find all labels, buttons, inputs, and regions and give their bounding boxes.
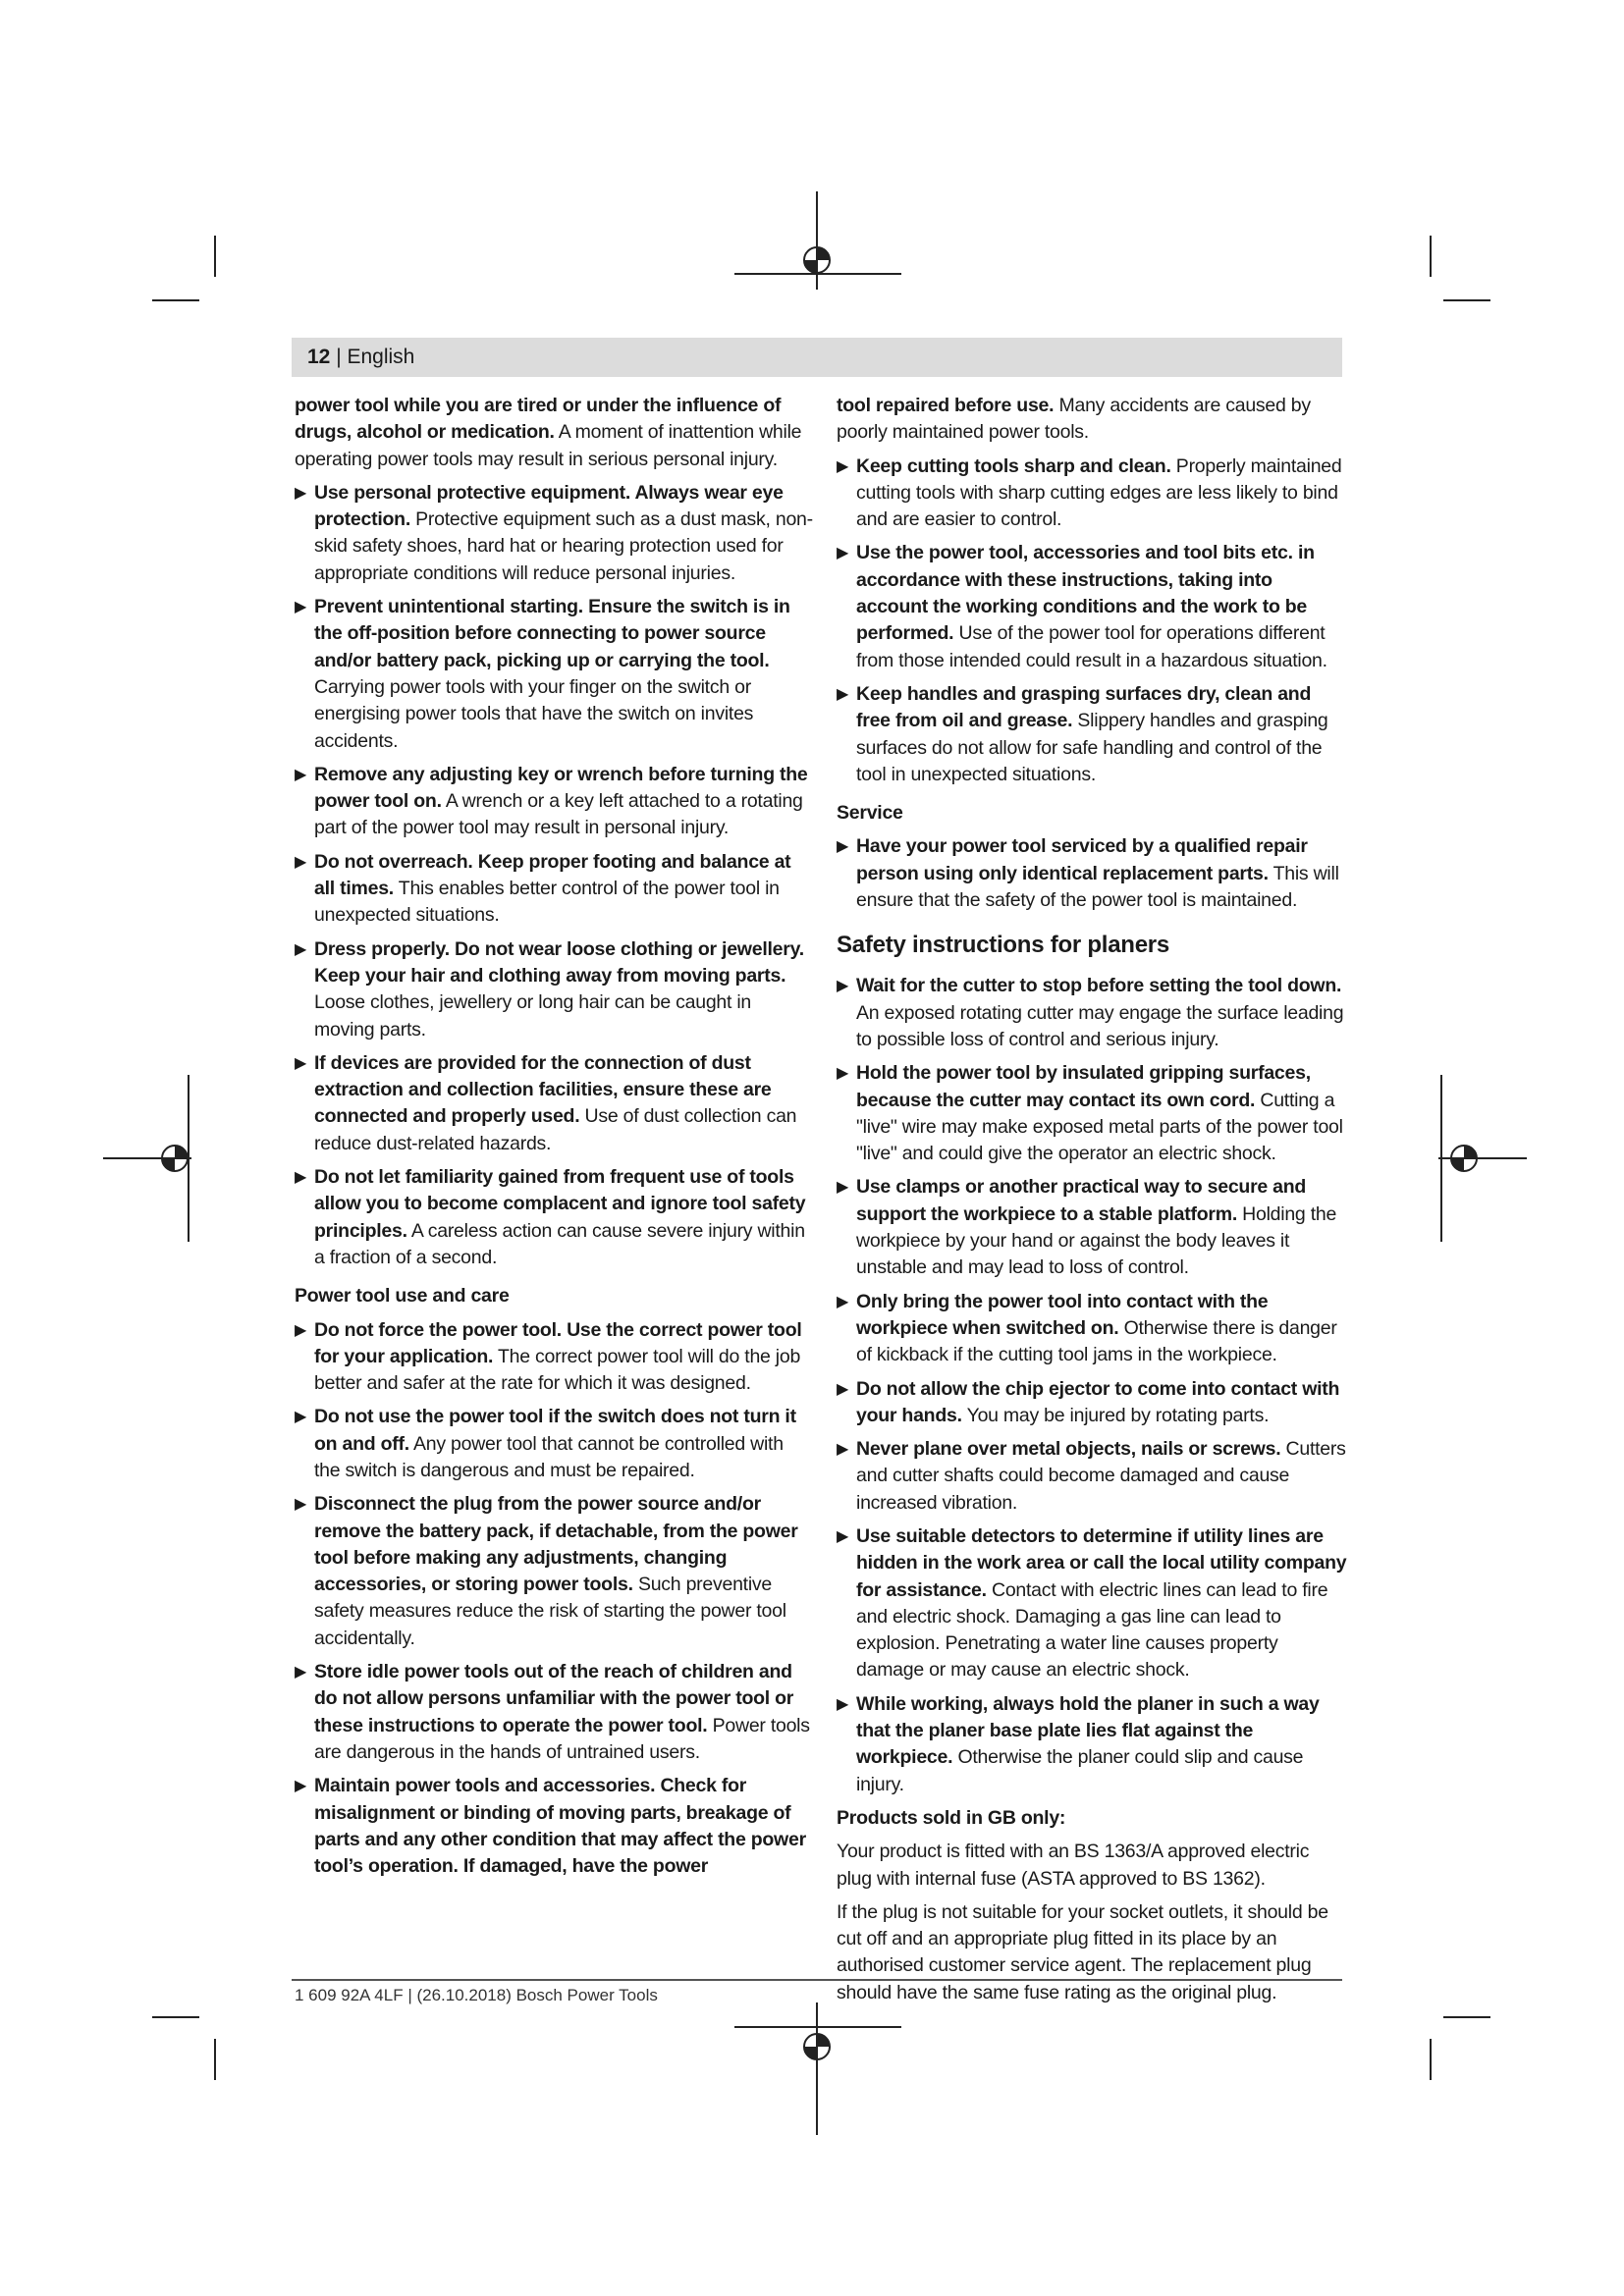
list-item: ▶ Use the power tool, accessories and tool bits etc. in accordance with these instructions, taking into account the working conditions and the work to be performed. Use of the power tool for operations different from those intended could result in a hazardous situation. <box>837 542 1327 671</box>
crop-mark-top-right-horizontal <box>1443 299 1490 301</box>
list-item: ▶ Use suitable detectors to determine if utility lines are hidden in the work area or call the local utility company for assistance. Contact with electric lines can lead to fire and electric shock. Damaging a gas line can lead to explosion. Penetrating a water line causes property damage or may cause an electric shock. <box>837 1524 1347 1682</box>
bullet-arrow-icon: ▶ <box>295 766 307 783</box>
footer-divider <box>292 1979 1342 1981</box>
list-item: ▶ Remove any adjusting key or wrench before turning the power tool on. A wrench or a key left attached to a rotating part of the power tool may result in personal injury. <box>295 763 808 839</box>
list-item: ▶ If devices are provided for the connection of dust extraction and collection facilities, ensure these are connected and properly used. Use of dust collection can reduce dust-related hazards. <box>295 1051 797 1154</box>
list-item: ▶ Prevent unintentional starting. Ensure the switch is in the off-position before connecting to power source and/or battery pack, picking up or carrying the tool. Carrying power tools with your finger on the switch or energising power tools that have the switch on invites accidents. <box>295 596 790 752</box>
bullet-arrow-icon: ▶ <box>837 545 849 562</box>
right-column <box>837 393 1347 2013</box>
list-item: ▶ Keep cutting tools sharp and clean. Properly maintained cutting tools with sharp cutting edges are less likely to bind and are easier to control. <box>837 454 1342 531</box>
crop-mark-top-left-vertical <box>214 236 216 277</box>
list-item: ▶ Only bring the power tool into contact with the workpiece when switched on. Otherwise there is danger of kickback if the cutting tool jams in the workpiece. <box>837 1290 1337 1366</box>
registration-mark-left-icon <box>103 1075 191 1242</box>
right-intro-paragraph: tool repaired before use. Many accidents are caused by poorly maintained power tools. <box>837 395 1311 444</box>
left-bullet-list-1 <box>295 480 813 1271</box>
bullet-arrow-icon: ▶ <box>295 1778 307 1795</box>
bullet-arrow-icon: ▶ <box>295 1321 307 1339</box>
left-intro-paragraph: power tool while you are tired or under the influence of drugs, alcohol or medication. A moment of inattention while operating power tools may result in serious personal injury. <box>295 395 802 470</box>
bullet-arrow-icon: ▶ <box>837 1293 849 1310</box>
bullet-arrow-icon: ▶ <box>837 685 849 703</box>
gb-paragraph: If the plug is not suitable for your socket outlets, it should be cut off and an appropriate plug fitted in its place by an authorised customer service agent. The replacement plug should have the same fuse rating as the original plug. <box>837 1900 1328 2003</box>
bullet-arrow-icon: ▶ <box>295 1169 307 1187</box>
list-item: ▶ Do not allow the chip ejector to come into contact with your hands. You may be injured by rotating parts. <box>837 1377 1340 1426</box>
planers-bullet-list <box>837 973 1347 1798</box>
list-item: ▶ Store idle power tools out of the reach of children and do not allow persons unfamiliar with the power tool or these instructions to operate the power tool. Power tools are dangerous in the hands of untrained users. <box>295 1661 810 1763</box>
crop-mark-top-right-vertical <box>1430 236 1432 277</box>
header-separator: | <box>330 346 348 368</box>
subheading-gb-only: Products sold in GB only: <box>837 1806 1066 1829</box>
crop-mark-bottom-left-horizontal <box>152 2016 199 2018</box>
left-bullet-list-2 <box>295 1317 813 1881</box>
page-footer: 1 609 92A 4LF | (26.10.2018) Bosch Power Tools <box>295 1986 658 2004</box>
gb-paragraph: Your product is fitted with an BS 1363/A approved electric plug with internal fuse (ASTA approved to BS 1362). <box>837 1841 1310 1890</box>
page-number: 12 <box>307 346 331 368</box>
registration-mark-bottom-icon <box>734 2002 901 2135</box>
bullet-arrow-icon: ▶ <box>837 1065 849 1083</box>
bullet-arrow-icon: ▶ <box>295 599 307 616</box>
crop-mark-bottom-right-vertical <box>1430 2039 1432 2080</box>
list-item: ▶ Do not let familiarity gained from frequent use of tools allow you to become complacent and ignore tool safety principles. A careless action can cause severe injury within a fraction of a second. <box>295 1166 806 1268</box>
list-item: ▶ Keep handles and grasping surfaces dry, clean and free from oil and grease. Slippery handles and grasping surfaces do not allow for safe handling and control of the tool in unexpected situations. <box>837 682 1328 785</box>
header-language: English <box>347 346 415 368</box>
list-item: ▶ Do not overreach. Keep proper footing and balance at all times. This enables better control of the power tool in unexpected situations. <box>295 850 791 927</box>
list-item: ▶ Have your power tool serviced by a qualified repair person using only identical replacement parts. This will ensure that the safety of the power tool is maintained. <box>837 835 1339 912</box>
bullet-arrow-icon: ▶ <box>837 838 849 856</box>
bullet-arrow-icon: ▶ <box>837 1527 849 1545</box>
list-item: ▶ While working, always hold the planer in such a way that the planer base plate lies flat against the workpiece. Otherwise the planer could slip and cause injury. <box>837 1692 1320 1795</box>
crop-mark-bottom-right-horizontal <box>1443 2016 1490 2018</box>
subheading-use-care: Power tool use and care <box>295 1285 510 1308</box>
page-header-bar <box>292 338 1342 377</box>
bullet-arrow-icon: ▶ <box>295 853 307 871</box>
list-item: ▶ Do not force the power tool. Use the correct power tool for your application. The correct power tool will do the job better and safer at the rate for which it was designed. <box>295 1318 802 1395</box>
list-item: ▶ Use personal protective equipment. Always wear eye protection. Protective equipment such as a dust mask, non-skid safety shoes, hard hat or hearing protection used for appropriate conditions will reduce personal injuries. <box>295 481 813 584</box>
bullet-arrow-icon: ▶ <box>295 940 307 958</box>
bullet-arrow-icon: ▶ <box>295 1054 307 1072</box>
list-item: ▶ Dress properly. Do not wear loose clothing or jewellery. Keep your hair and clothing away from moving parts. Loose clothes, jewellery or long hair can be caught in moving parts. <box>295 937 804 1041</box>
crop-mark-top-left-horizontal <box>152 299 199 301</box>
section-heading-planers: Safety instructions for planers <box>837 932 1169 959</box>
registration-mark-right-icon <box>1438 1075 1527 1242</box>
bullet-arrow-icon: ▶ <box>295 1664 307 1682</box>
bullet-arrow-icon: ▶ <box>837 1380 849 1398</box>
page-header <box>307 344 414 371</box>
list-item: ▶ Wait for the cutter to stop before setting the tool down. An exposed rotating cutter may engage the surface leading to possible loss of control and serious injury. <box>837 975 1344 1050</box>
bullet-arrow-icon: ▶ <box>295 1409 307 1426</box>
right-bullet-list-1 <box>837 454 1347 789</box>
list-item: ▶ Hold the power tool by insulated gripping surfaces, because the cutter may contact its own cord. Cutting a "live" wire may make exposed metal parts of the power tool "live" and could give the operator an electric shock. <box>837 1062 1343 1165</box>
subheading-service: Service <box>837 802 903 825</box>
list-item: ▶ Do not use the power tool if the switch does not turn it on and off. Any power tool that cannot be controlled with the switch is dangerous and must be repaired. <box>295 1406 796 1481</box>
left-column <box>295 393 813 1887</box>
crop-mark-bottom-left-vertical <box>214 2039 216 2080</box>
list-item: ▶ Never plane over metal objects, nails or screws. Cutters and cutter shafts could become damaged and cause increased vibration. <box>837 1438 1346 1514</box>
bullet-arrow-icon: ▶ <box>295 484 307 502</box>
bullet-arrow-icon: ▶ <box>837 1179 849 1197</box>
list-item: ▶ Disconnect the plug from the power source and/or remove the battery pack, if detachable, from the power tool before making any adjustments, changing accessories, or storing power tools. Such preventive safety measures reduce the risk of starting the power tool accidentally. <box>295 1493 798 1649</box>
bullet-arrow-icon: ▶ <box>837 978 849 995</box>
bullet-arrow-icon: ▶ <box>837 1441 849 1459</box>
list-item: ▶ Maintain power tools and accessories. Check for misalignment or binding of moving parts, breakage of parts and any other condition that may affect the power tool’s operation. If damaged, have the power <box>295 1775 806 1878</box>
service-bullet-list <box>837 833 1347 914</box>
list-item: ▶ Use clamps or another practical way to secure and support the workpiece to a stable platform. Holding the workpiece by your hand or against the body leaves it unstable and may lead to loss of control. <box>837 1176 1337 1279</box>
bullet-arrow-icon: ▶ <box>837 457 849 475</box>
bullet-arrow-icon: ▶ <box>295 1496 307 1514</box>
bullet-arrow-icon: ▶ <box>837 1695 849 1713</box>
registration-mark-top-icon <box>734 191 901 290</box>
